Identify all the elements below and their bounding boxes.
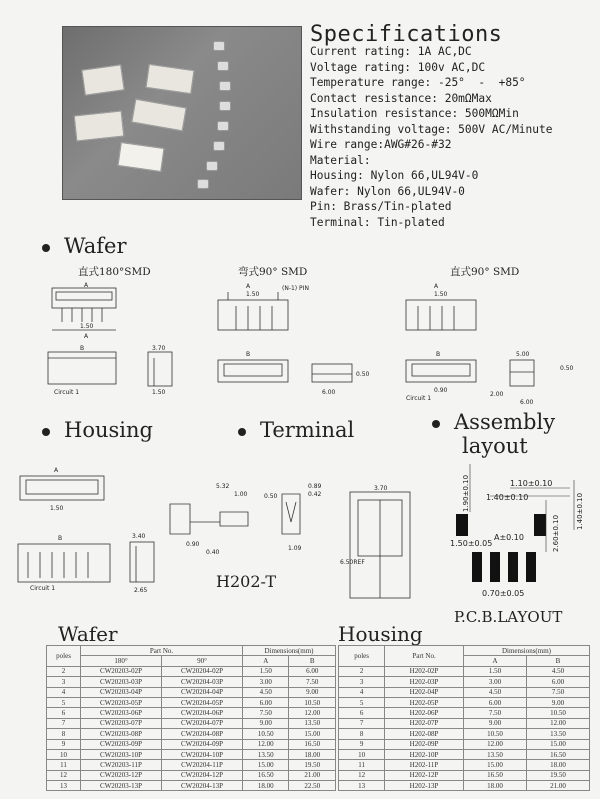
spec-line: Wafer: Nylon 66,UL94V-0 [310, 184, 465, 198]
table-cell: 1.50 [463, 666, 526, 676]
col-b: B [526, 656, 589, 666]
table-cell: 16.50 [289, 739, 336, 749]
col-dims: Dimensions(mm) [242, 646, 335, 656]
table-cell: 9 [339, 739, 385, 749]
table-cell: CW20203-04P [81, 687, 162, 697]
t-dim-100: 1.00 [234, 491, 248, 498]
wafer-drawings [40, 278, 600, 408]
pcb-dim-110: 1.10±0.10 [510, 479, 553, 488]
table-row [339, 739, 590, 749]
table-cell: 7.50 [242, 708, 289, 718]
table-cell: H202-04P [385, 687, 464, 697]
table-cell: CW20204-13P [162, 781, 243, 791]
label-b: B [80, 345, 85, 352]
col-poles: poles [339, 646, 385, 667]
table-cell: 15.00 [463, 760, 526, 770]
label-a: A [84, 282, 89, 289]
table-cell: CW20203-07P [81, 718, 162, 728]
table-cell: 13.50 [289, 718, 336, 728]
t-dim-050: 0.50 [264, 493, 278, 500]
table-cell: 6.00 [242, 697, 289, 707]
h-dim-340: 3.40 [132, 533, 146, 540]
dim-600b: 6.00 [520, 399, 534, 406]
table-cell: 6 [339, 708, 385, 718]
housing-table-title: Housing [338, 622, 423, 646]
table-row [47, 729, 336, 739]
dim-050b: 0.50 [560, 365, 574, 372]
table-cell: 12.00 [242, 739, 289, 749]
table-cell: 3.00 [463, 677, 526, 687]
pitch-note: (N-1) PIN [282, 285, 309, 292]
pcb-layout-label: P.C.B.LAYOUT [454, 608, 563, 626]
h-dim-150: 1.50 [50, 505, 64, 512]
label-a2: A [84, 333, 89, 340]
pcb-dim-190: 1.90±0.10 [462, 474, 470, 512]
table-cell: 6.00 [289, 666, 336, 676]
col-b: B [289, 656, 336, 666]
table-cell: 13 [339, 781, 385, 791]
table-cell: H202-11P [385, 760, 464, 770]
table-cell: H202-09P [385, 739, 464, 749]
table-cell: 4.50 [526, 666, 589, 676]
table-cell: 16.50 [242, 770, 289, 780]
table-cell: 21.00 [526, 781, 589, 791]
table-cell: CW20203-11P [81, 760, 162, 770]
col-dims: Dimensions(mm) [463, 646, 589, 656]
wafer-heading: Wafer [42, 234, 127, 258]
table-cell: 5 [47, 697, 81, 707]
dim-200: 2.00 [490, 391, 504, 398]
h202t-label: H202-T [216, 572, 276, 591]
col-a: A [463, 656, 526, 666]
spec-line: Pin: Brass/Tin-plated [310, 200, 452, 213]
table-cell: CW20203-12P [81, 770, 162, 780]
spec-line: Insulation resistance: 500MΩMin [310, 107, 519, 120]
table-cell: 10 [339, 749, 385, 759]
table-cell: 3 [47, 677, 81, 687]
wafer-table-title: Wafer [58, 622, 118, 646]
pcb-dim-150: 1.50±0.05 [450, 539, 493, 548]
table-row [47, 781, 336, 791]
dim-150d: 1.50 [434, 291, 448, 298]
label-b3: B [436, 351, 441, 358]
table-cell: 13 [47, 781, 81, 791]
table-row [47, 666, 336, 676]
table-cell: 15.00 [289, 729, 336, 739]
table-cell: CW20204-04P [162, 687, 243, 697]
table-cell: 13.50 [242, 749, 289, 759]
table-cell: H202-13P [385, 781, 464, 791]
table-cell: 15.00 [526, 739, 589, 749]
table-cell: H202-10P [385, 749, 464, 759]
table-cell: 16.50 [463, 770, 526, 780]
table-cell: H202-02P [385, 666, 464, 676]
h-dim-265: 2.65 [134, 587, 148, 594]
dim-370: 3.70 [152, 345, 166, 352]
table-cell: 13.50 [526, 729, 589, 739]
table-cell: 8 [339, 729, 385, 739]
spec-line: Voltage rating: 100v AC,DC [310, 60, 486, 74]
spec-line: Temperature range: -25° - +85° [310, 76, 526, 89]
col-a: A [242, 656, 289, 666]
table-cell: 16.50 [526, 749, 589, 759]
spec-line: Current rating: 1A AC,DC [310, 45, 472, 58]
spec-line: Housing: Nylon 66,UL94V-0 [310, 169, 479, 182]
dim-090: 0.90 [434, 387, 448, 394]
table-cell: 11 [47, 760, 81, 770]
table-cell: 3.00 [242, 677, 289, 687]
table-cell: 3 [339, 677, 385, 687]
housing-heading: Housing [42, 418, 153, 442]
table-cell: CW20203-05P [81, 697, 162, 707]
circuit1-label: Circuit 1 [54, 389, 80, 396]
table-cell: 15.00 [242, 760, 289, 770]
table-cell: 7.50 [289, 677, 336, 687]
table-cell: 22.50 [289, 781, 336, 791]
table-cell: 9.00 [463, 718, 526, 728]
pcb-dim-140: 1.40±0.10 [486, 493, 529, 502]
col-partno: Part No. [385, 646, 464, 667]
col-poles: poles [47, 646, 81, 667]
col-90: 90° [162, 656, 243, 666]
table-cell: 12.00 [289, 708, 336, 718]
t-dim-109: 1.09 [288, 545, 302, 552]
label-b2: B [246, 351, 251, 358]
wafer-view-90-straight: 直式90° SMD [450, 266, 520, 278]
table-cell: 4 [47, 687, 81, 697]
table-cell: CW20203-13P [81, 781, 162, 791]
table-cell: 13.50 [463, 749, 526, 759]
table-cell: CW20204-06P [162, 708, 243, 718]
table-cell: CW20204-07P [162, 718, 243, 728]
spec-line: Terminal: Tin-plated [310, 215, 445, 229]
table-cell: 18.00 [289, 749, 336, 759]
table-cell: 10 [47, 749, 81, 759]
table-cell: CW20204-03P [162, 677, 243, 687]
spec-line: Withstanding voltage: 500V AC/Minute [310, 122, 553, 136]
wafer-table [46, 645, 336, 791]
table-cell: 5 [339, 697, 385, 707]
table-cell: 6.00 [463, 697, 526, 707]
table-row [339, 770, 590, 780]
table-cell: 18.00 [463, 781, 526, 791]
assembly-heading: Assembly layout [432, 410, 555, 458]
pcb-dim-070: 0.70±0.05 [482, 589, 525, 598]
table-row [47, 697, 336, 707]
table-cell: H202-12P [385, 770, 464, 780]
table-cell: 21.00 [289, 770, 336, 780]
table-cell: 12.00 [463, 739, 526, 749]
t-dim-040: 0.40 [206, 549, 220, 556]
table-row [47, 677, 336, 687]
table-cell: 7.50 [463, 708, 526, 718]
table-cell: 6 [47, 708, 81, 718]
dim-150: 1.50 [80, 323, 94, 330]
table-cell: 19.50 [526, 770, 589, 780]
dim-150c: 1.50 [246, 291, 260, 298]
table-cell: 12 [339, 770, 385, 780]
table-row [47, 760, 336, 770]
table-cell: CW20204-10P [162, 749, 243, 759]
table-cell: 18.00 [242, 781, 289, 791]
table-cell: H202-03P [385, 677, 464, 687]
table-cell: 2 [47, 666, 81, 676]
table-cell: 4.50 [242, 687, 289, 697]
t-dim-042: 0.42 [308, 491, 322, 498]
table-cell: CW20203-09P [81, 739, 162, 749]
table-row [339, 666, 590, 676]
h-dim-b: B [58, 535, 63, 542]
table-cell: CW20204-11P [162, 760, 243, 770]
dim-150b: 1.50 [152, 389, 166, 396]
table-cell: CW20203-03P [81, 677, 162, 687]
table-row [47, 687, 336, 697]
table-row [47, 749, 336, 759]
table-cell: 9 [47, 739, 81, 749]
a-dim-650: 6.50REF [340, 559, 365, 566]
spec-line: Material: [310, 153, 371, 167]
table-cell: 4.50 [463, 687, 526, 697]
table-cell: 12.00 [526, 718, 589, 728]
table-cell: 8 [47, 729, 81, 739]
h-circuit1: Circuit 1 [30, 585, 56, 592]
table-row [339, 687, 590, 697]
table-cell: 9.00 [526, 697, 589, 707]
t-dim-532: 5.32 [216, 483, 230, 490]
pcb-dim-a: A±0.10 [494, 533, 524, 542]
table-cell: 7 [339, 718, 385, 728]
table-cell: 11 [339, 760, 385, 770]
product-photo [62, 26, 302, 200]
a-dim-370: 3.70 [374, 485, 388, 492]
col-partno: Part No. [81, 646, 243, 656]
t-dim-090: 0.90 [186, 541, 200, 548]
table-cell: H202-06P [385, 708, 464, 718]
label-a4: A [434, 283, 439, 290]
table-row [47, 739, 336, 749]
table-cell: 2 [339, 666, 385, 676]
table-cell: 19.50 [289, 760, 336, 770]
wafer-view-90-right: 弯式90° SMD [238, 266, 308, 278]
table-cell: H202-07P [385, 718, 464, 728]
table-cell: 10.50 [463, 729, 526, 739]
table-cell: CW20203-08P [81, 729, 162, 739]
table-row [47, 718, 336, 728]
pcb-dim-260: 2.60±0.10 [552, 514, 560, 552]
table-cell: 9.00 [242, 718, 289, 728]
table-cell: CW20203-06P [81, 708, 162, 718]
specifications-title: Specifications [310, 22, 503, 47]
wafer-view-180: 直式180°SMD [78, 266, 151, 278]
table-cell: 10.50 [242, 729, 289, 739]
table-row [47, 770, 336, 780]
dim-600: 6.00 [322, 389, 336, 396]
table-cell: 18.00 [526, 760, 589, 770]
table-cell: 7.50 [526, 687, 589, 697]
table-cell: 10.50 [289, 697, 336, 707]
table-row [339, 760, 590, 770]
table-cell: 9.00 [289, 687, 336, 697]
t-dim-089: 0.89 [308, 483, 322, 490]
housing-table [338, 645, 590, 791]
table-row [339, 697, 590, 707]
dim-050: 0.50 [356, 371, 370, 378]
table-row [339, 729, 590, 739]
table-cell: CW20204-05P [162, 697, 243, 707]
table-row [339, 677, 590, 687]
table-cell: H202-05P [385, 697, 464, 707]
spec-line: Wire range:AWG#26-#32 [310, 138, 452, 151]
spec-line: Contact resistance: 20mΩMax [310, 91, 492, 105]
dim-500: 5.00 [516, 351, 530, 358]
terminal-heading: Terminal [238, 418, 354, 442]
pcb-layout-drawing [450, 460, 600, 608]
table-row [339, 708, 590, 718]
table-cell: 1.50 [242, 666, 289, 676]
circuit1-label-2: Circuit 1 [406, 395, 432, 402]
h-dim-a: A [54, 467, 59, 474]
table-row [339, 718, 590, 728]
pcb-dim-140v: 1.40±0.10 [576, 492, 584, 530]
table-cell: CW20203-02P [81, 666, 162, 676]
table-cell: 6.00 [526, 677, 589, 687]
table-cell: CW20203-10P [81, 749, 162, 759]
table-cell: CW20204-12P [162, 770, 243, 780]
table-cell: CW20204-02P [162, 666, 243, 676]
col-180: 180° [81, 656, 162, 666]
table-cell: H202-08P [385, 729, 464, 739]
table-cell: CW20204-09P [162, 739, 243, 749]
table-cell: 7 [47, 718, 81, 728]
table-row [339, 749, 590, 759]
table-cell: 10.50 [526, 708, 589, 718]
label-a3: A [246, 283, 251, 290]
specifications-list [310, 44, 552, 230]
table-cell: CW20204-08P [162, 729, 243, 739]
table-cell: 4 [339, 687, 385, 697]
table-cell: 12 [47, 770, 81, 780]
table-row [47, 708, 336, 718]
table-row [339, 781, 590, 791]
